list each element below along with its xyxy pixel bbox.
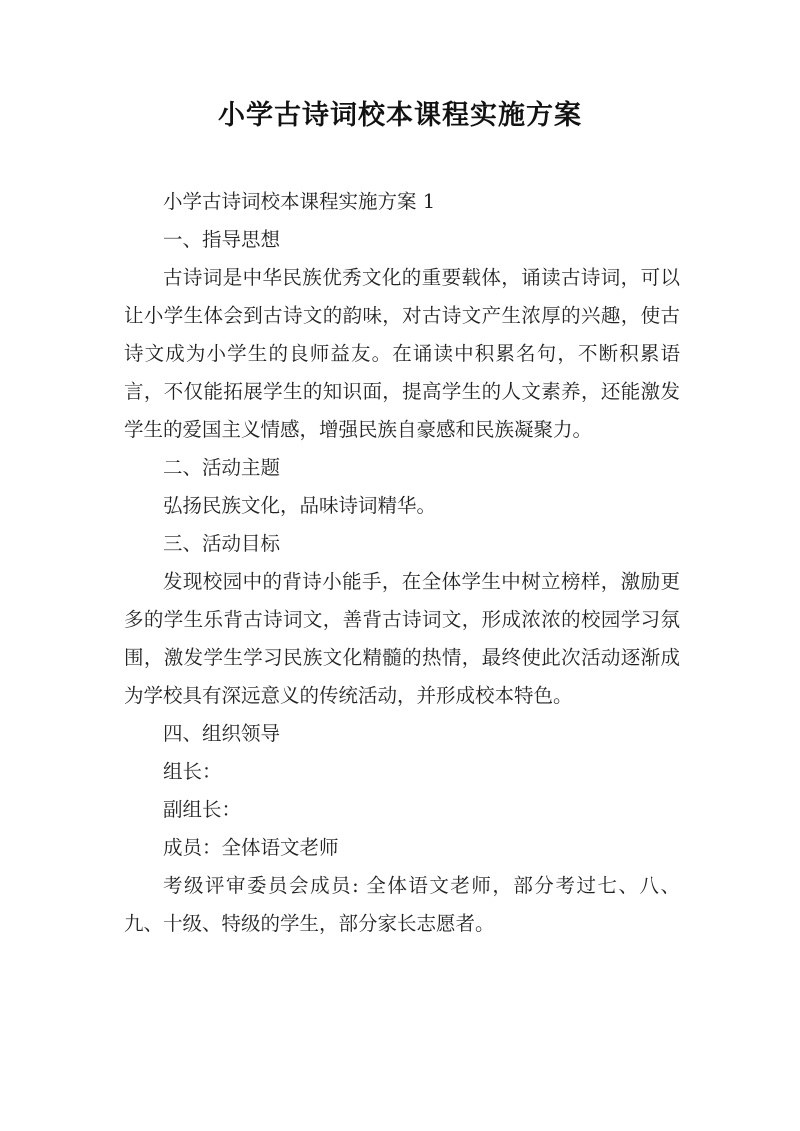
document-title: 小学古诗词校本课程实施方案: [218, 100, 582, 131]
paragraph-team-leader: 组长：: [163, 760, 222, 783]
paragraph-activity-theme: 弘扬民族文化，品味诗词精华。: [163, 494, 437, 517]
paragraph-guiding-ideology: 古诗词是中华民族优秀文化的重要载体，诵读古诗词，可以让小学生体会到古诗文的韵味，对古诗文产生浓厚的兴趣，使古诗文成为小学生的良师益友。在诵读中积累名句，不断积累语言，不仅能拓展学生的知识面，提高学生的人文素养，还能激发学生的爱国主义情感，增强民族自豪感和民族凝聚力。: [124, 266, 680, 441]
section-heading-guiding-ideology: 一、指导思想: [163, 228, 281, 251]
section-heading-organization: 四、组织领导: [163, 722, 281, 745]
paragraph-review-committee: 考级评审委员会成员: 全体语文老师，部分考过七、八、九、十级、特级的学生，部分家长志愿者。: [124, 874, 680, 935]
document-body: [124, 183, 680, 943]
paragraph-members: 成员：全体语文老师: [163, 836, 339, 859]
paragraph-activity-goals: 发现校园中的背诗小能手，在全体学生中树立榜样，激励更多的学生乐背古诗词文，善背古诗词文，形成浓浓的校园学习氛围，激发学生学习民族文化精髓的热情，最终使此次活动逐渐成为学校具有深远意义的传统活动，并形成校本特色。: [124, 570, 680, 707]
paragraph-deputy-leader: 副组长：: [163, 798, 242, 821]
document-subtitle: 小学古诗词校本课程实施方案 1: [163, 190, 436, 213]
section-heading-activity-theme: 二、活动主题: [163, 456, 281, 479]
section-heading-activity-goals: 三、活动目标: [163, 532, 281, 555]
